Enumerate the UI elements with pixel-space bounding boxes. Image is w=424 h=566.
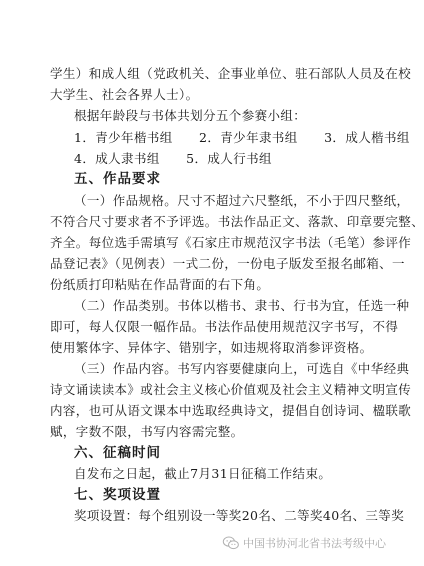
paragraph-line: 内容，也可从语文课本中选取经典诗文，提倡自创诗词、楹联歌 <box>50 403 412 418</box>
paragraph-line: 使用繁体字、异体字、错别字，如违规将取消参评资格。 <box>50 340 373 355</box>
paragraph-line: 即可，每人仅限一幅作品。书法作品使用规范汉字书写，不得 <box>50 319 399 334</box>
wechat-icon <box>222 536 240 550</box>
paragraph-line: 品登记表》（见例表）一式二份，一份电子版发至报名邮箱、一 <box>50 256 405 271</box>
group-list-row-2 <box>74 151 272 167</box>
paragraph-line: （三）作品内容。书写内容要健康向上，可选自《中华经典 <box>74 361 410 376</box>
paragraph-line: 大学生、社会各界人士）。 <box>50 87 199 102</box>
group-item: 5．成人行书组 <box>186 151 272 166</box>
section-heading: 六、征稿时间 <box>74 445 161 461</box>
group-item: 4．成人隶书组 <box>74 151 160 166</box>
paragraph-line: 根据年龄段与书体共划分五个参赛小组： <box>74 108 307 123</box>
paragraph-line: （一）作品规格。尺寸不超过六尺整纸，不小于四尺整纸， <box>74 193 410 208</box>
group-item: 3．成人楷书组 <box>324 130 410 145</box>
watermark <box>222 535 386 551</box>
paragraph-line: 齐全。每位选手需填写《石家庄市规范汉字书法（毛笔）参评作 <box>50 235 412 250</box>
paragraph-line: 诗文诵读读本》或社会主义核心价值观及社会主义精神文明宣传 <box>50 382 412 397</box>
paragraph-line: 自发布之日起，截止7月31日征稿工作结束。 <box>74 466 332 481</box>
section-heading: 五、作品要求 <box>74 171 161 187</box>
paragraph-line: 赋，字数不限，书写内容需完整。 <box>50 424 244 439</box>
watermark-text: 中国书协河北省书法考级中心 <box>243 537 386 550</box>
paragraph-line: （二）作品类别。书体以楷书、隶书、行书为宜，任选一种 <box>74 298 410 313</box>
paragraph-line: 学生）和成人组（党政机关、企事业单位、驻石部队人员及在校 <box>50 66 412 81</box>
paragraph-line: 奖项设置：每个组别设一等奖20名、二等奖40名、三等奖 <box>74 508 405 523</box>
paragraph-line: 份纸质打印粘贴在作品背面的右下角。 <box>50 277 270 292</box>
section-heading: 七、奖项设置 <box>74 487 161 503</box>
group-list-row-1 <box>74 130 410 146</box>
group-item: 1．青少年楷书组 <box>74 130 173 145</box>
group-item: 2．青少年隶书组 <box>199 130 298 145</box>
paragraph-line: 不符合尺寸要求者不予评选。书法作品正文、落款、印章要完整、 <box>50 214 424 229</box>
